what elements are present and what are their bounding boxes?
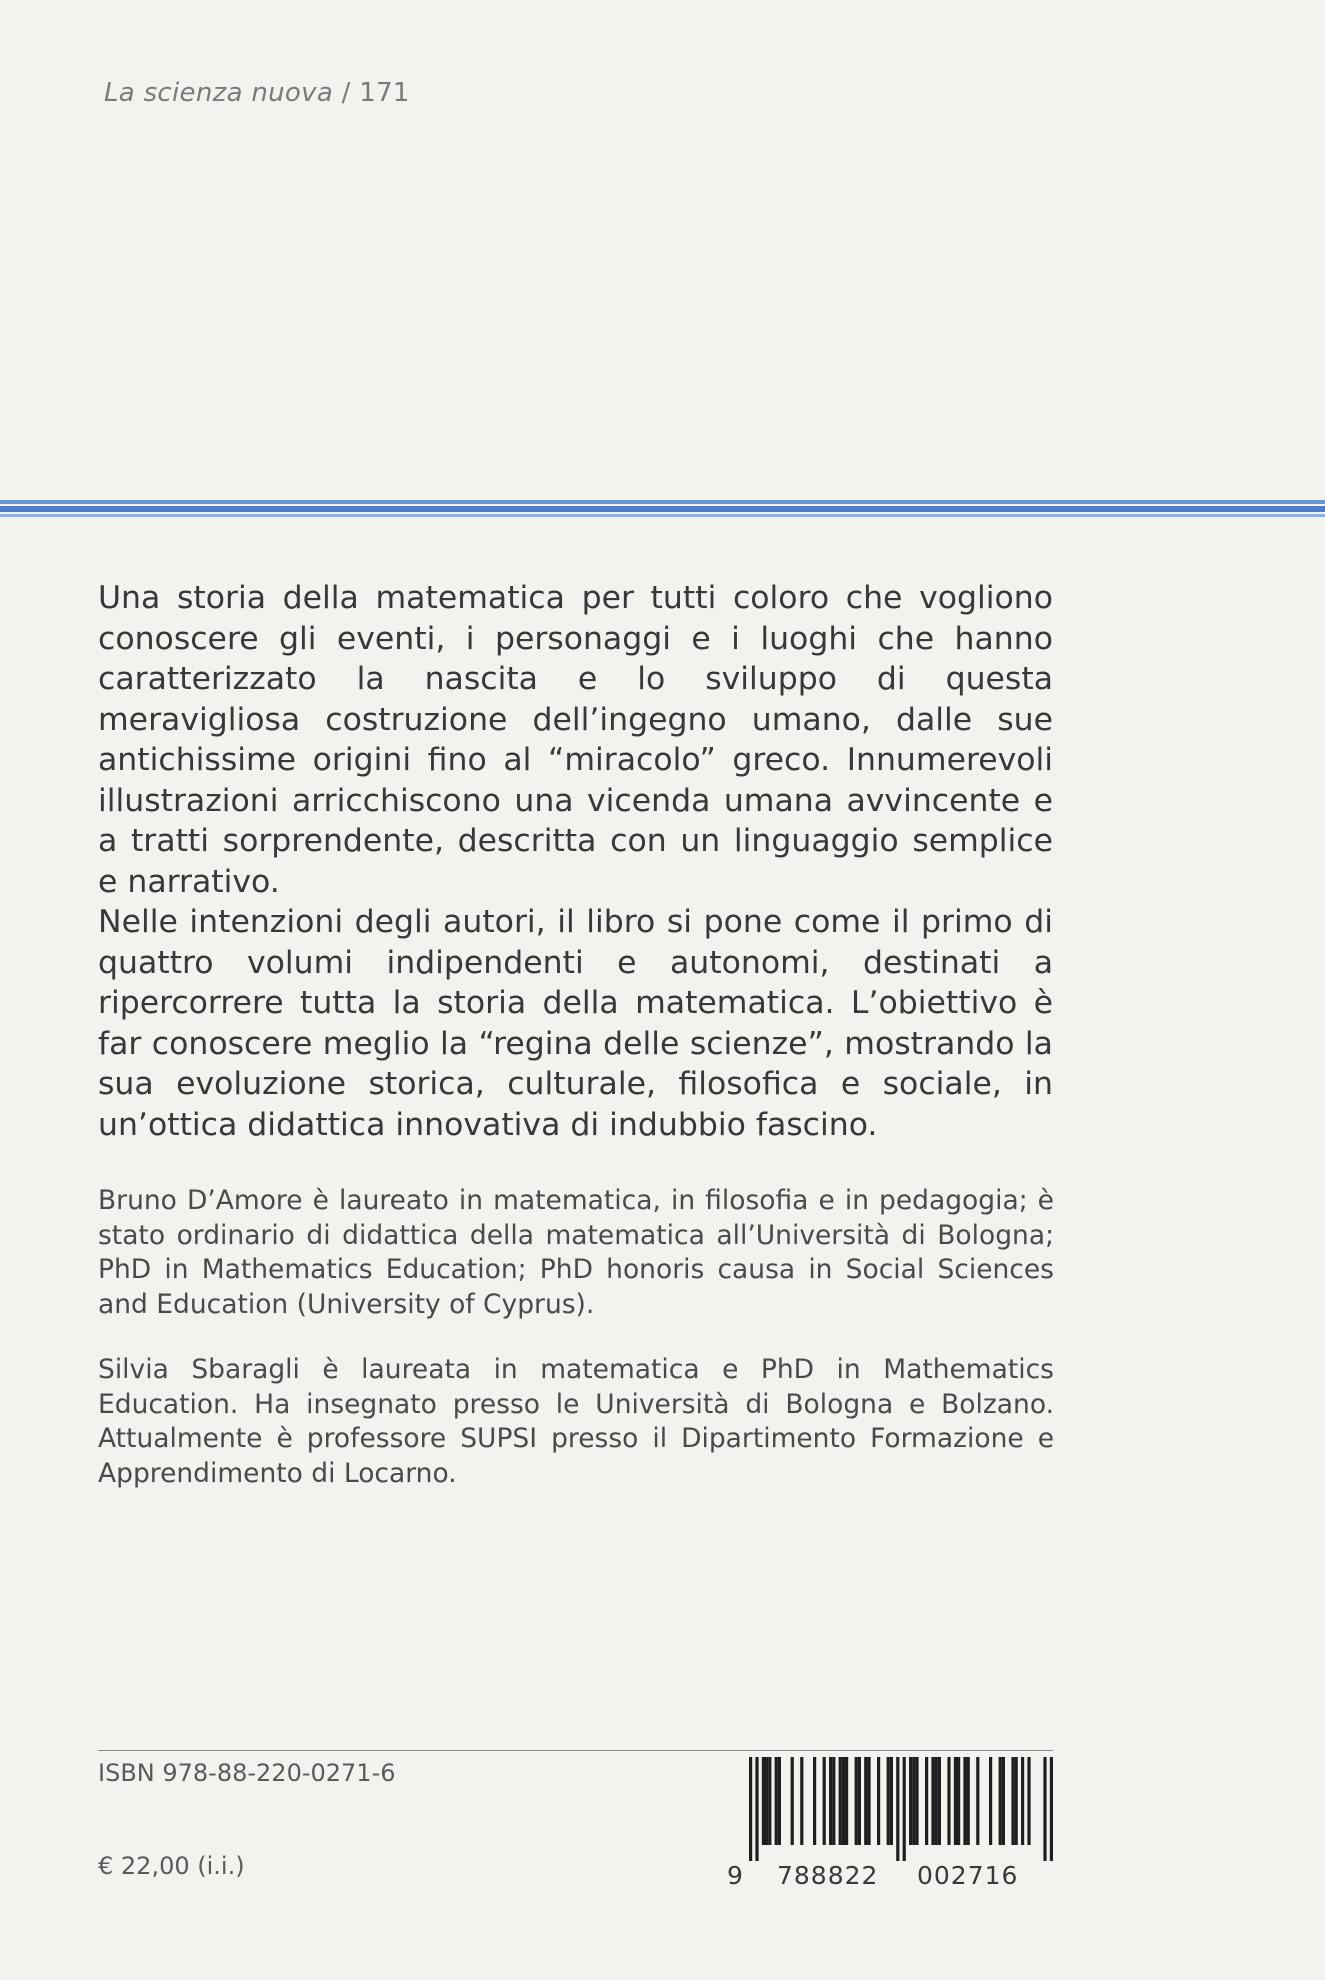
- barcode-bar: [887, 1757, 890, 1845]
- barcode-bar: [1021, 1757, 1024, 1845]
- barcode-bar: [890, 1757, 893, 1845]
- barcode-bar: [755, 1757, 758, 1861]
- barcode-bar: [855, 1757, 858, 1845]
- barcode-bar: [1011, 1757, 1014, 1845]
- barcode-bar: [1050, 1757, 1053, 1861]
- series-name: La scienza nuova: [104, 78, 334, 108]
- barcode-bar: [813, 1757, 816, 1845]
- barcode-bar: [999, 1757, 1002, 1845]
- barcode-bar: [845, 1757, 848, 1845]
- barcode-bar: [1027, 1757, 1030, 1845]
- barcode-first-digit: 9: [727, 1861, 744, 1890]
- barcode-bar: [915, 1757, 918, 1845]
- barcode-bars: [727, 1757, 1057, 1861]
- barcode-bar: [957, 1757, 960, 1845]
- blurb-paragraph-2: Nelle intenzioni degli autori, il libro si pone come il primo di quattro volumi indipendenti e autonomi, destinati a ripercorrere tutta la storia della matematica. L’obiettivo è far conoscere meglio la “regina delle scienze”, mostrando la sua evoluzione storica, culturale, filosofica e sociale, in un’ottica didattica innovativa di indubbio fascino.: [98, 904, 1053, 1143]
- blue-stripe-bottom: [0, 514, 1325, 517]
- barcode-bar: [832, 1757, 835, 1845]
- barcode-bar: [925, 1757, 928, 1845]
- barcode-bar: [765, 1757, 768, 1845]
- barcode-bar: [903, 1757, 906, 1861]
- barcode-bar: [877, 1757, 880, 1845]
- blue-stripe-middle: [0, 506, 1325, 512]
- barcode-bar: [829, 1757, 832, 1845]
- footer-divider: [98, 1750, 1053, 1751]
- barcode-bar: [864, 1757, 867, 1845]
- barcode-bar: [938, 1757, 941, 1845]
- barcode-left-digits: 788822: [777, 1861, 879, 1890]
- barcode-bar: [778, 1757, 781, 1845]
- author-bio-sbaragli: Silvia Sbaragli è laureata in matematica e PhD in Mathematics Education. Ha insegnato presso le Università di Bologna e Bolzano. Attualmente è professore SUPSI presso il Dipartimento Formazione e Apprendimento di Locarno.: [98, 1354, 1054, 1489]
- book-blurb: [98, 578, 1053, 1145]
- barcode-bar: [912, 1757, 915, 1845]
- barcode-bar: [989, 1757, 992, 1845]
- barcode-bar: [867, 1757, 870, 1845]
- barcode-bar: [791, 1757, 794, 1845]
- blue-stripe-top: [0, 500, 1325, 504]
- barcode-bar: [800, 1757, 803, 1845]
- barcode-bar: [842, 1757, 845, 1845]
- series-number: / 171: [333, 78, 410, 108]
- barcode-bar: [823, 1757, 826, 1845]
- blurb-paragraph-1: Una storia della matematica per tutti coloro che vogliono conoscere gli eventi, i personaggi e i luoghi che hanno caratterizzato la nascita e lo sviluppo di questa meravigliosa costruzione dell’ingegno umano, dalle sue antichissime origini fino al “miracolo” greco. Innumerevoli illustrazioni arricchiscono una vicenda umana avvincente e a tratti sorprendente, descritta con un linguaggio semplice e narrativo.: [98, 580, 1053, 900]
- barcode-bar: [967, 1757, 970, 1845]
- price-text: € 22,00 (i.i.): [98, 1852, 245, 1880]
- author-bio-damore: Bruno D’Amore è laureato in matematica, in filosofia e in pedagogia; è stato ordinario di didattica della matematica all’Università di Bologna; PhD in Mathematics Education; PhD honoris causa in Social Sciences and Education (University of Cyprus).: [98, 1185, 1054, 1320]
- barcode-bar: [935, 1757, 938, 1845]
- barcode-bar: [1043, 1757, 1046, 1861]
- series-line: [104, 78, 410, 108]
- barcode-bar: [947, 1757, 950, 1845]
- barcode-bar: [896, 1757, 899, 1861]
- barcode-bar: [858, 1757, 861, 1845]
- barcode-bar: [1015, 1757, 1018, 1845]
- barcode-bar: [762, 1757, 765, 1845]
- barcode: [727, 1757, 1057, 1897]
- barcode-bar: [839, 1757, 842, 1845]
- barcode-bar: [1002, 1757, 1005, 1845]
- barcode-bar: [976, 1757, 979, 1845]
- barcode-bar: [775, 1757, 778, 1845]
- barcode-bar: [963, 1757, 966, 1845]
- barcode-bar: [954, 1757, 957, 1845]
- isbn-text: ISBN 978-88-220-0271-6: [98, 1759, 396, 1787]
- barcode-bar: [909, 1757, 912, 1845]
- barcode-right-digits: 002716: [917, 1861, 1019, 1890]
- barcode-bar: [931, 1757, 934, 1845]
- barcode-bar: [768, 1757, 771, 1845]
- barcode-bar: [749, 1757, 752, 1861]
